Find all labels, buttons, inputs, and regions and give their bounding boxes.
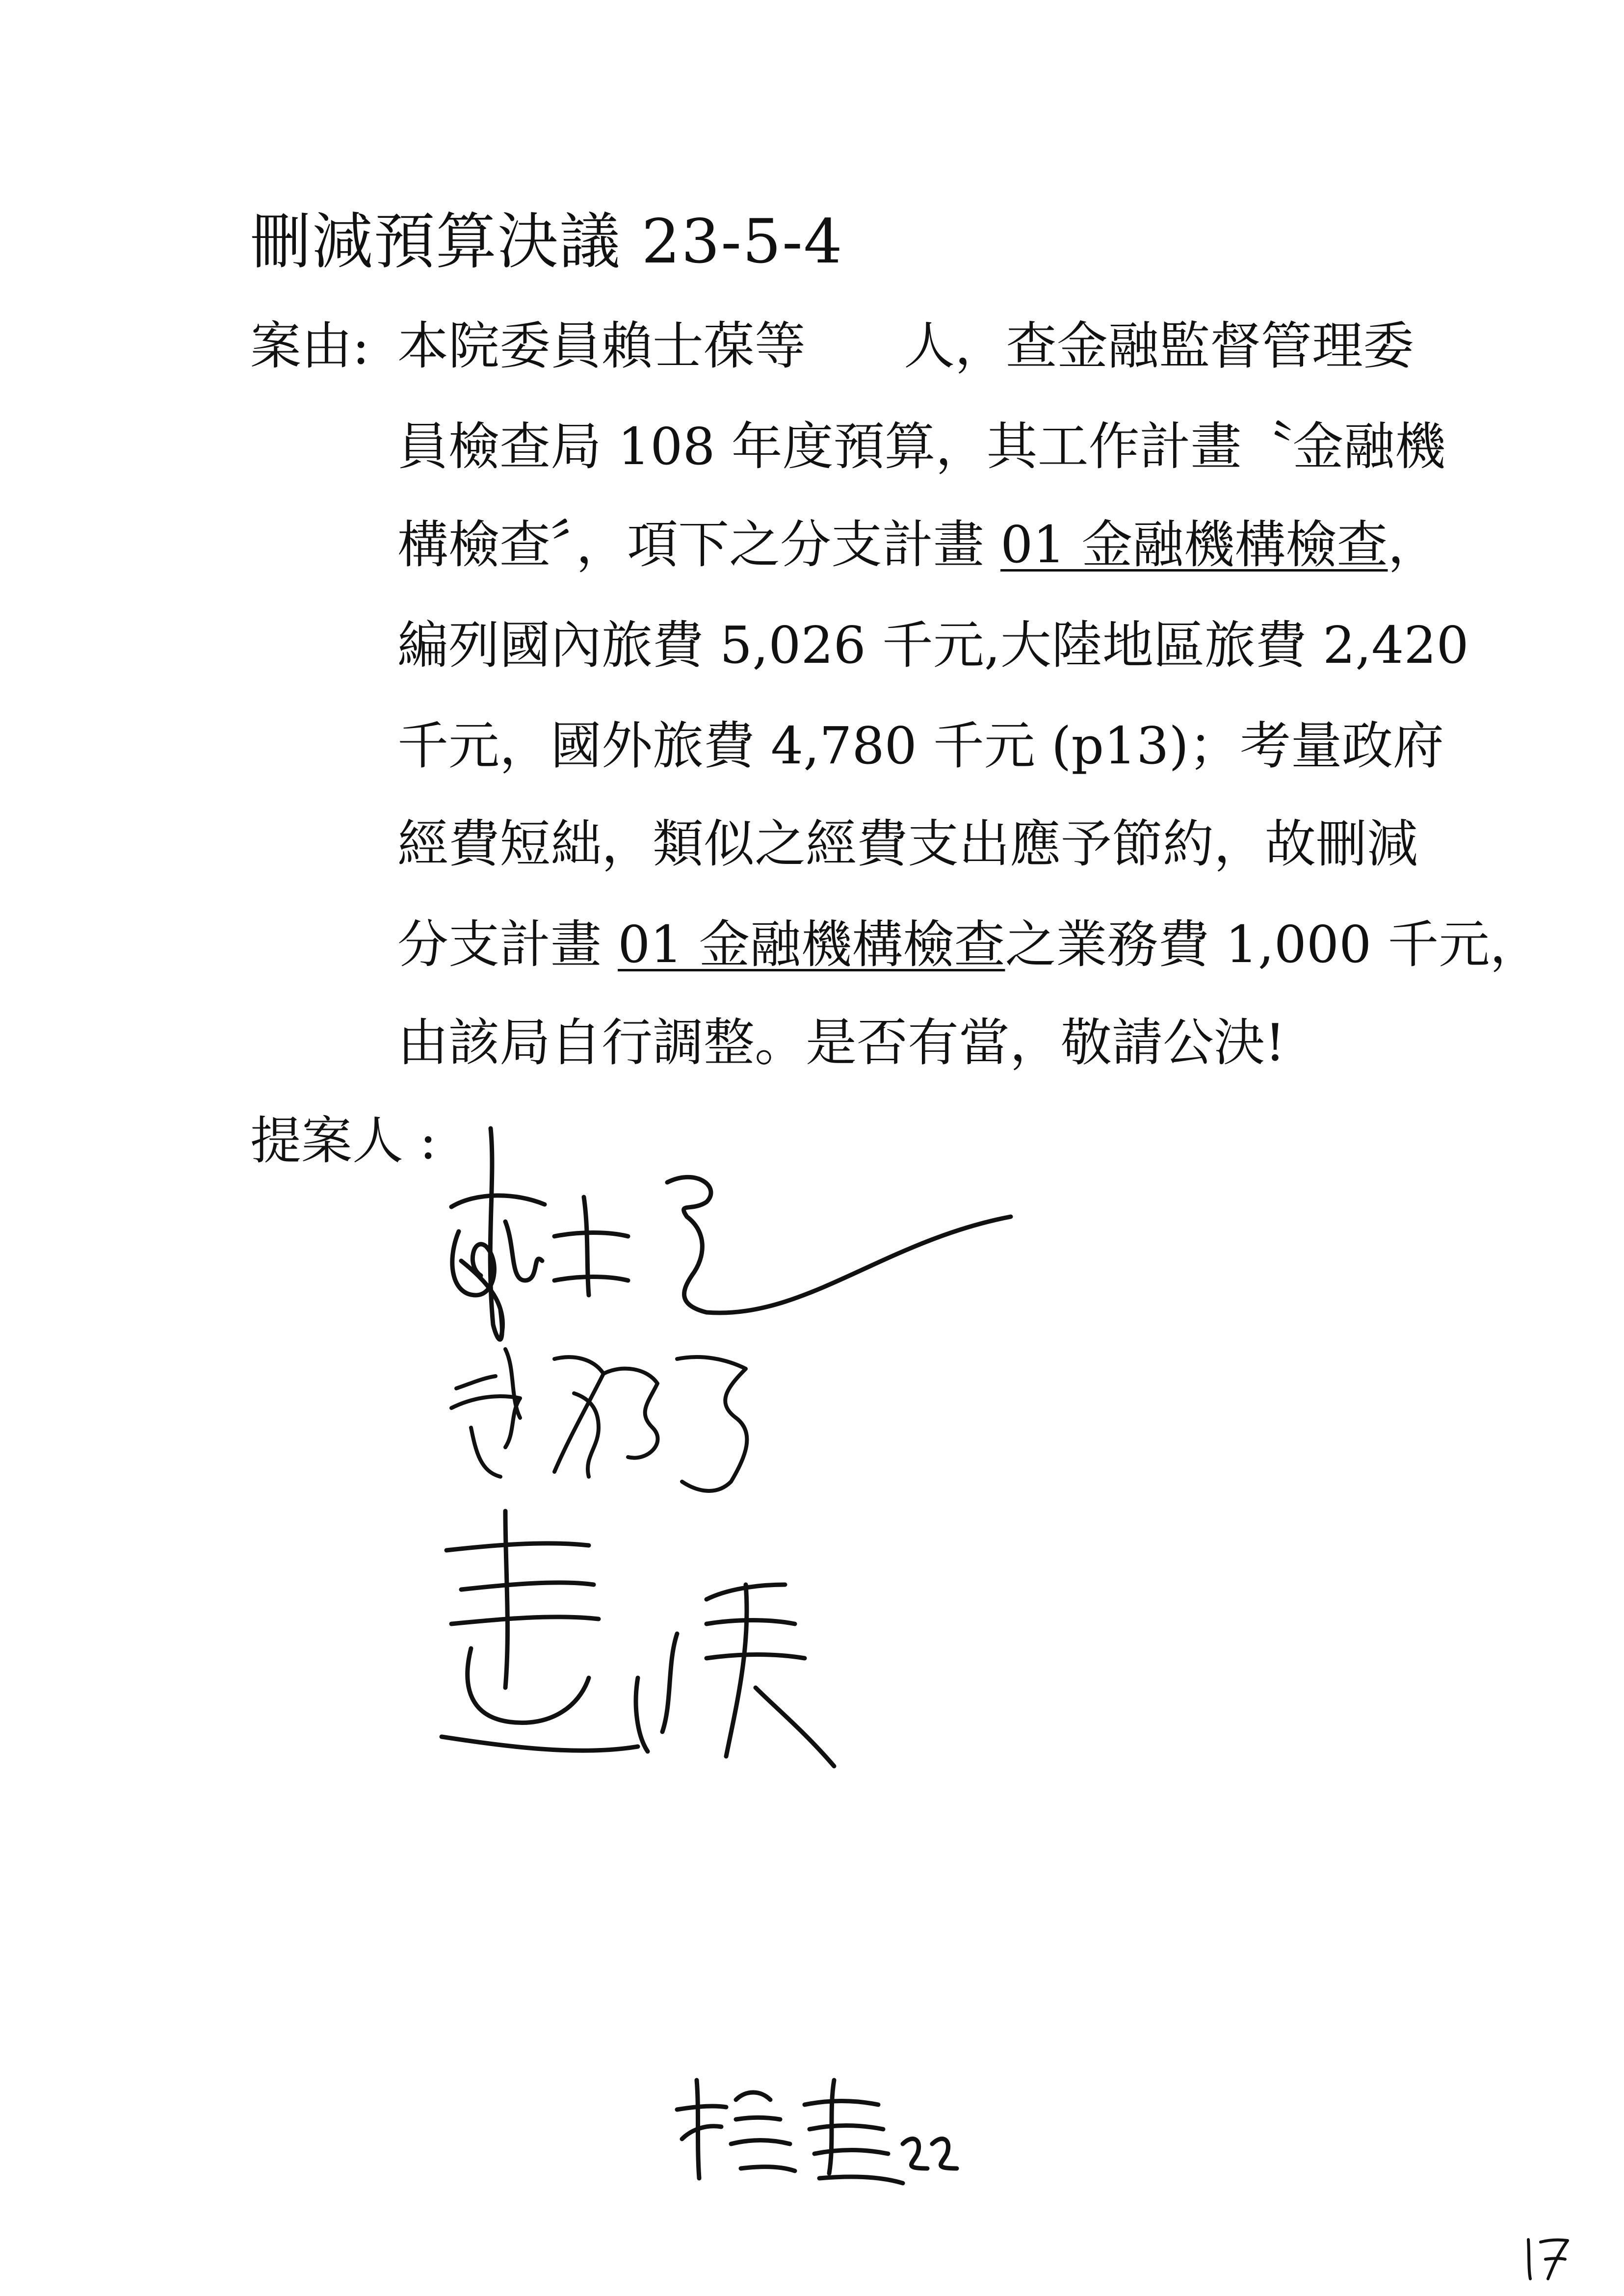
reason-line-1-pre: 本院委員賴士葆等 (397, 316, 806, 376)
document-title: 刪減預算決議 23-5-4 (250, 207, 843, 277)
reason-line-1-post: 人，查金融監督管理委 (904, 316, 1414, 376)
reason-line-8: 由該局自行調整。是否有當，敬請公決! (397, 1013, 1285, 1072)
reason-line-2: 員檢查局 108 年度預算，其工作計畫〝金融機 (397, 417, 1446, 476)
reason-line-1 (397, 316, 1414, 375)
page-number-17 (1519, 2230, 1572, 2284)
reason-line-7-post: 之業務費 1,000 千元， (1005, 914, 1541, 974)
signature-1 (432, 1119, 1045, 1364)
reason-line-6: 經費短絀，類似之經費支出應予節約，故刪減 (397, 814, 1418, 874)
reason-line-3-pre: 構檢查〞，項下之分支計畫 (397, 515, 1001, 574)
reason-line-3-post: ， (1388, 515, 1439, 574)
signature-3 (432, 1501, 913, 1786)
reason-line-3 (397, 515, 1439, 574)
underlined-program-name: 01 金融機構檢查 (1000, 515, 1388, 574)
handwritten-stamp-note (672, 2070, 967, 2188)
proposer-label: 提案人 : (250, 1111, 437, 1171)
reason-line-5: 千元，國外旅費 4,780 千元 (p13)；考量政府 (397, 716, 1444, 776)
reason-line-7-pre: 分支計畫 (397, 914, 618, 974)
signature-2 (442, 1330, 785, 1516)
reason-label: 案由: (250, 316, 370, 376)
underlined-program-name: 01 金融機構檢查 (618, 914, 1005, 974)
reason-line-4: 編列國內旅費 5,026 千元,大陸地區旅費 2,420 (397, 615, 1469, 675)
reason-line-7 (397, 915, 1541, 974)
